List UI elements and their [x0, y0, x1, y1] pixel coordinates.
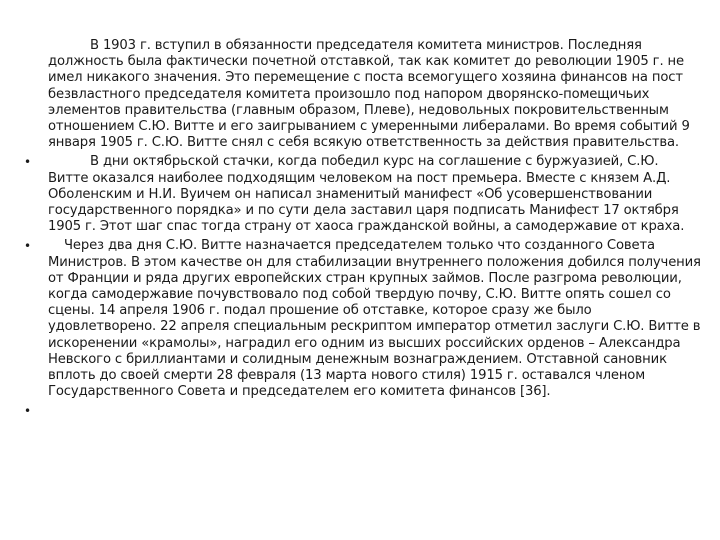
bullet-icon: •	[24, 155, 31, 170]
paragraph-2	[24, 154, 702, 235]
paragraph-1	[24, 38, 702, 151]
paragraph-4-empty	[24, 403, 702, 421]
paragraph-3	[24, 238, 702, 400]
paragraph-2-text: В дни октябрьской стачки, когда победил курс на соглашение с буржуазией, С.Ю. Витте оказался наиболее подходящим человеком на пост премьера. Вместе с князем А.Д. Оболенским и Н.И. Вуичем он написал знаменитый манифест «Об усовершенствовании государственного порядка» и по сути дела заставил царя подписать Манифест 17 октября 1905 г. Этот шаг спас тогда страну от хаоса гражданской войны, а самодержавие от краха.	[48, 154, 685, 235]
paragraph-1-text: В 1903 г. вступил в обязанности председателя комитета министров. Последняя должность была фактически почетной отставкой, так как комитет до революции 1905 г. не имел никакого значения. Это перемещение с поста всемогущего хозяина финансов на пост безвластного председателя комитета произошло под напором дворянско-помещичьих элементов правительства (главным образом, Плеве), недовольных покровительственным отношением С.Ю. Витте и его заигрыванием с умеренными либералами. Во время событий 9 января 1905 г. С.Ю. Витте снял с себя всякую ответственность за действия правительства.	[48, 38, 690, 151]
paragraph-3-text: Через два дня С.Ю. Витте назначается председателем только что созданного Совета Министров. В этом качестве он для стабилизации внутреннего положения добился получения от Франции и ряда других европейских стран крупных займов. После разгрома революции, когда самодержавие почувствовало под собой твердую почву, С.Ю. Витте опять сошел со сцены. 14 апреля 1906 г. подал прошение об отставке, которое сразу же было удовлетворено. 22 апреля специальным рескриптом император отметил заслуги С.Ю. Витте в искоренении «крамолы», наградил его одним из высших российских орденов – Александра Невского с бриллиантами и солидным денежным вознаграждением. Отставной сановник вплоть до своей смерти 28 февраля (13 марта нового стиля) 1915 г. оставался членом Государственного Совета и председателем его комитета финансов [36].	[48, 238, 701, 400]
bullet-icon: •	[24, 239, 31, 254]
bullet-icon: •	[24, 404, 31, 419]
